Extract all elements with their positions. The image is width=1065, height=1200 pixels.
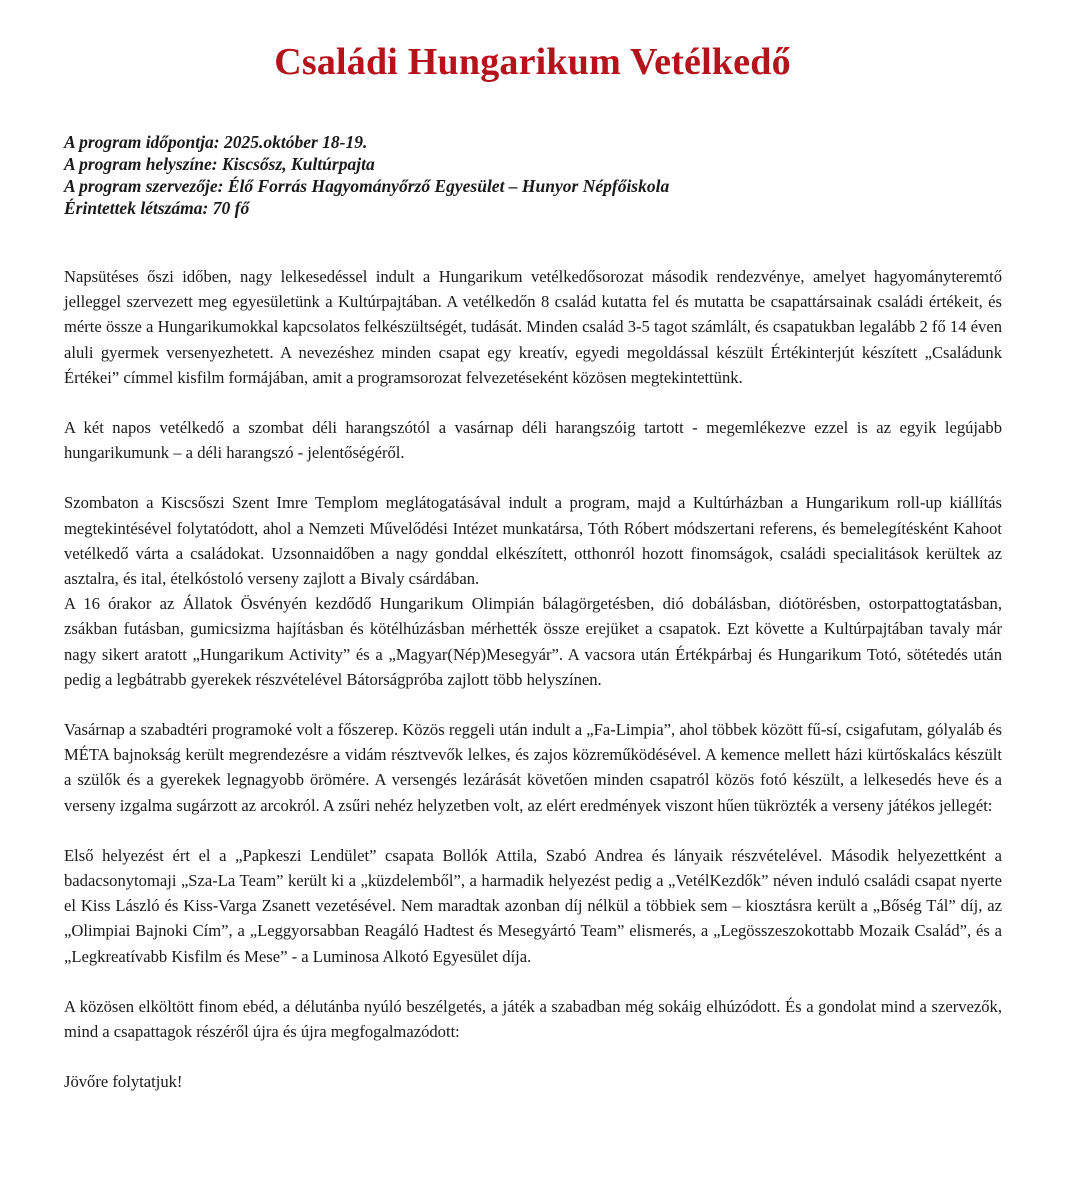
program-location: A program helyszíne: Kiscsősz, Kultúrpajta (64, 154, 375, 174)
document-title: Családi Hungarikum Vetélkedő (274, 41, 791, 83)
participant-count: Érintettek létszáma: 70 fő (64, 198, 250, 218)
program-details (64, 131, 669, 219)
paragraph-results: Első helyezést ért el a „Papkeszi Lendület” csapata Bollók Attila, Szabó Andrea és lányaik részvételével. Második helyezettként a badacsonytomaji „Sza-La Team” került ki a „küzdelemből”, a harmadik helyezést pedig a „VetélKezdők” néven induló családi csapat nyerte el Kiss László és Kiss-Varga Zsanett vezetésével. Nem maradtak azonban díj nélkül a többiek sem – kiosztásra került a „Bőség Tál” díj, az „Olimpiai Bajnoki Cím”, a „Leggyorsabban Reagáló Hadtest és Mesegyártó Team” elismerés, a „Legösszeszokottabb Mozaik Család”, és a „Legkreatívabb Kisfilm és Mese” - a Luminosa Alkotó Egyesület díja. (64, 845, 1002, 966)
program-organizer: A program szervezője: Élő Forrás Hagyományőrző Egyesület – Hunyor Népfőiskola (64, 176, 670, 196)
paragraph-olympics: A 16 órakor az Állatok Ösvényén kezdődő Hungarikum Olimpián bálagörgetésben, dió dobálásban, diótörésben, ostorpattogtatásban, zsákban futásban, gumicsizma hajításban és kötélhúzásban mérhették össze erejüket a csapatok. Ezt követte a Kultúrpajtában tavaly már nagy sikert aratott „Hungarikum Activity” és a „Magyar(Nép)Mesegyár”. A vacsora után Értékpárbaj és Hungarikum Totó, sötétedés után pedig a legbátrabb gyerekek részvételével Bátorságpróba zajlott több helyszínen. (64, 594, 1002, 689)
program-date: A program időpontja: 2025.október 18-19. (64, 132, 368, 152)
article-body (64, 264, 1002, 1094)
paragraph-intro: Napsütéses őszi időben, nagy lelkesedéssel indult a Hungarikum vetélkedősorozat második rendezvénye, amelyet hagyományteremtő jelleggel szervezett meg egyesületünk a Kultúrpajtában. A vetélkedőn 8 család kutatta fel és mutatta be csapattársainak családi értékeit, és mérte össze a Hungarikumokkal kapcsolatos felkészültségét, tudását. Minden család 3-5 tagot számlált, és csapatukban legalább 2 fő 14 éven aluli gyermek versenyezhetett. A nevezéshez minden csapat egy kreatív, egyedi megoldással készült Értékinterjút készített „Családunk Értékei” címmel kisfilm formájában, amit a programsorozat felvezetéseként közösen megtekintettünk. (64, 267, 1002, 387)
paragraph-signoff: Jövőre folytatjuk! (64, 1072, 183, 1092)
paragraph-duration: A két napos vetélkedő a szombat déli harangszótól a vasárnap déli harangszóig tartott - megemlékezve ezzel is az egyik legújabb hungarikumunk – a déli harangszó - jelentőségéről. (64, 418, 1002, 463)
paragraph-closing: A közösen elköltött finom ebéd, a délutánba nyúló beszélgetés, a játék a szabadban még sokáig elhúzódott. És a gondolat mind a szervezők, mind a csapattagok részéről újra és újra megfogalmazódott: (64, 996, 1002, 1042)
paragraph-sunday: Vasárnap a szabadtéri programoké volt a főszerep. Közös reggeli után indult a „Fa-Limpia”, ahol többek között fű-sí, csigafutam, gólyaláb és MÉTA bajnokság került megrendezésre a vidám résztvevők lelkes, és zajos közreműködésével. A kemence mellett házi kürtőskalács készült a szülők és a gyerekek legnagyobb örömére. A versengés lezárását követően minden csapatról közös fotó készült, a lelkesedés heve és a verseny izgalma sugárzott az arcokról. A zsűri nehéz helyzetben volt, az elért eredmények viszont hűen tükrözték a verseny játékos jellegét: (64, 720, 1002, 815)
paragraph-saturday: Szombaton a Kiscsőszi Szent Imre Templom meglátogatásával indult a program, majd a Kultúrházban a Hungarikum roll-up kiállítás megtekintésével folytatódott, ahol a Nemzeti Művelődési Intézet munkatársa, Tóth Róbert módszertani referens, és bemelegítésként Kahoot vetélkedő várta a családokat. Uzsonnaidőben a nagy gonddal elkészített, otthonról hozott finomságok, családi specialitások kerültek az asztalra, és ital, ételkóstoló verseny zajlott a Bivaly csárdában. (64, 493, 1002, 589)
